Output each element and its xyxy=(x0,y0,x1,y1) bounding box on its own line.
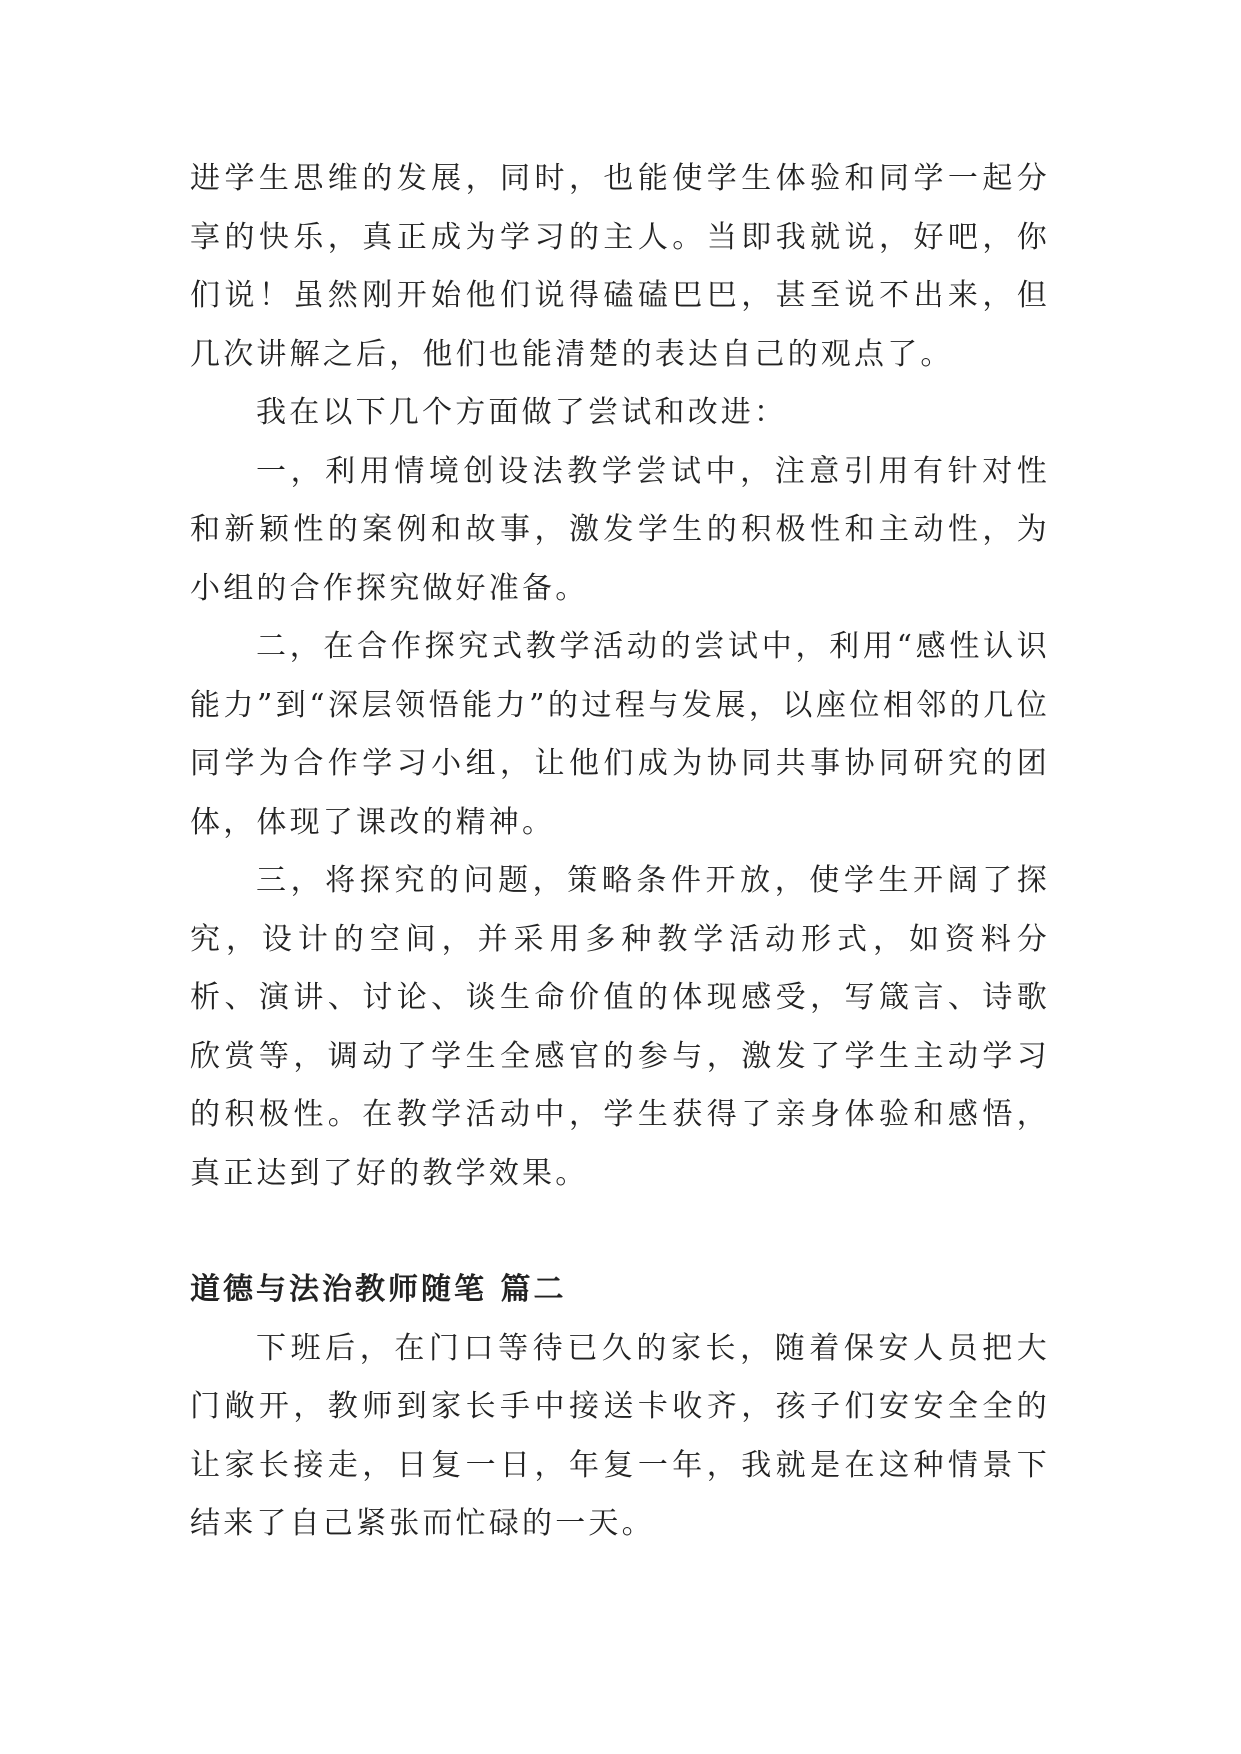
paragraph-point-three: 三，将探究的问题，策略条件开放，使学生开阔了探究，设计的空间，并采用多种教学活动形式，如资料分析、演讲、讨论、谈生命价值的体现感受，写箴言、诗歌欣赏等，调动了学生全感官的参与，激发了学生主动学习的积极性。在教学活动中，学生获得了亲身体验和感悟，真正达到了好的教学效果。 xyxy=(190,863,1050,1191)
paragraph-section-two: 下班后，在门口等待已久的家长，随着保安人员把大门敞开，教师到家长手中接送卡收齐，孩子们安安全全的让家长接走，日复一日，年复一年，我就是在这种情景下结来了自己紧张而忙碌的一天。 xyxy=(190,1330,1050,1541)
section-title: 道德与法治教师随笔 篇二 xyxy=(190,1272,567,1307)
paragraph-intro: 进学生思维的发展，同时，也能使学生体验和同学一起分享的快乐，真正成为学习的主人。当即我就说，好吧，你们说！虽然刚开始他们说得磕磕巴巴，甚至说不出来，但几次讲解之后，他们也能清楚的表达自己的观点了。 xyxy=(190,161,1050,372)
paragraph-point-two: 二，在合作探究式教学活动的尝试中，利用“感性认识能力”到“深层领悟能力”的过程与发展，以座位相邻的几位同学为合作学习小组，让他们成为协同共事协同研究的团体，体现了课改的精神。 xyxy=(190,629,1050,840)
paragraph-attempts-heading: 我在以下几个方面做了尝试和改进： xyxy=(256,395,788,430)
paragraph-point-one: 一，利用情境创设法教学尝试中，注意引用有针对性和新颖性的案例和故事，激发学生的积极性和主动性，为小组的合作探究做好准备。 xyxy=(190,453,1050,606)
document-page xyxy=(190,150,1050,1554)
